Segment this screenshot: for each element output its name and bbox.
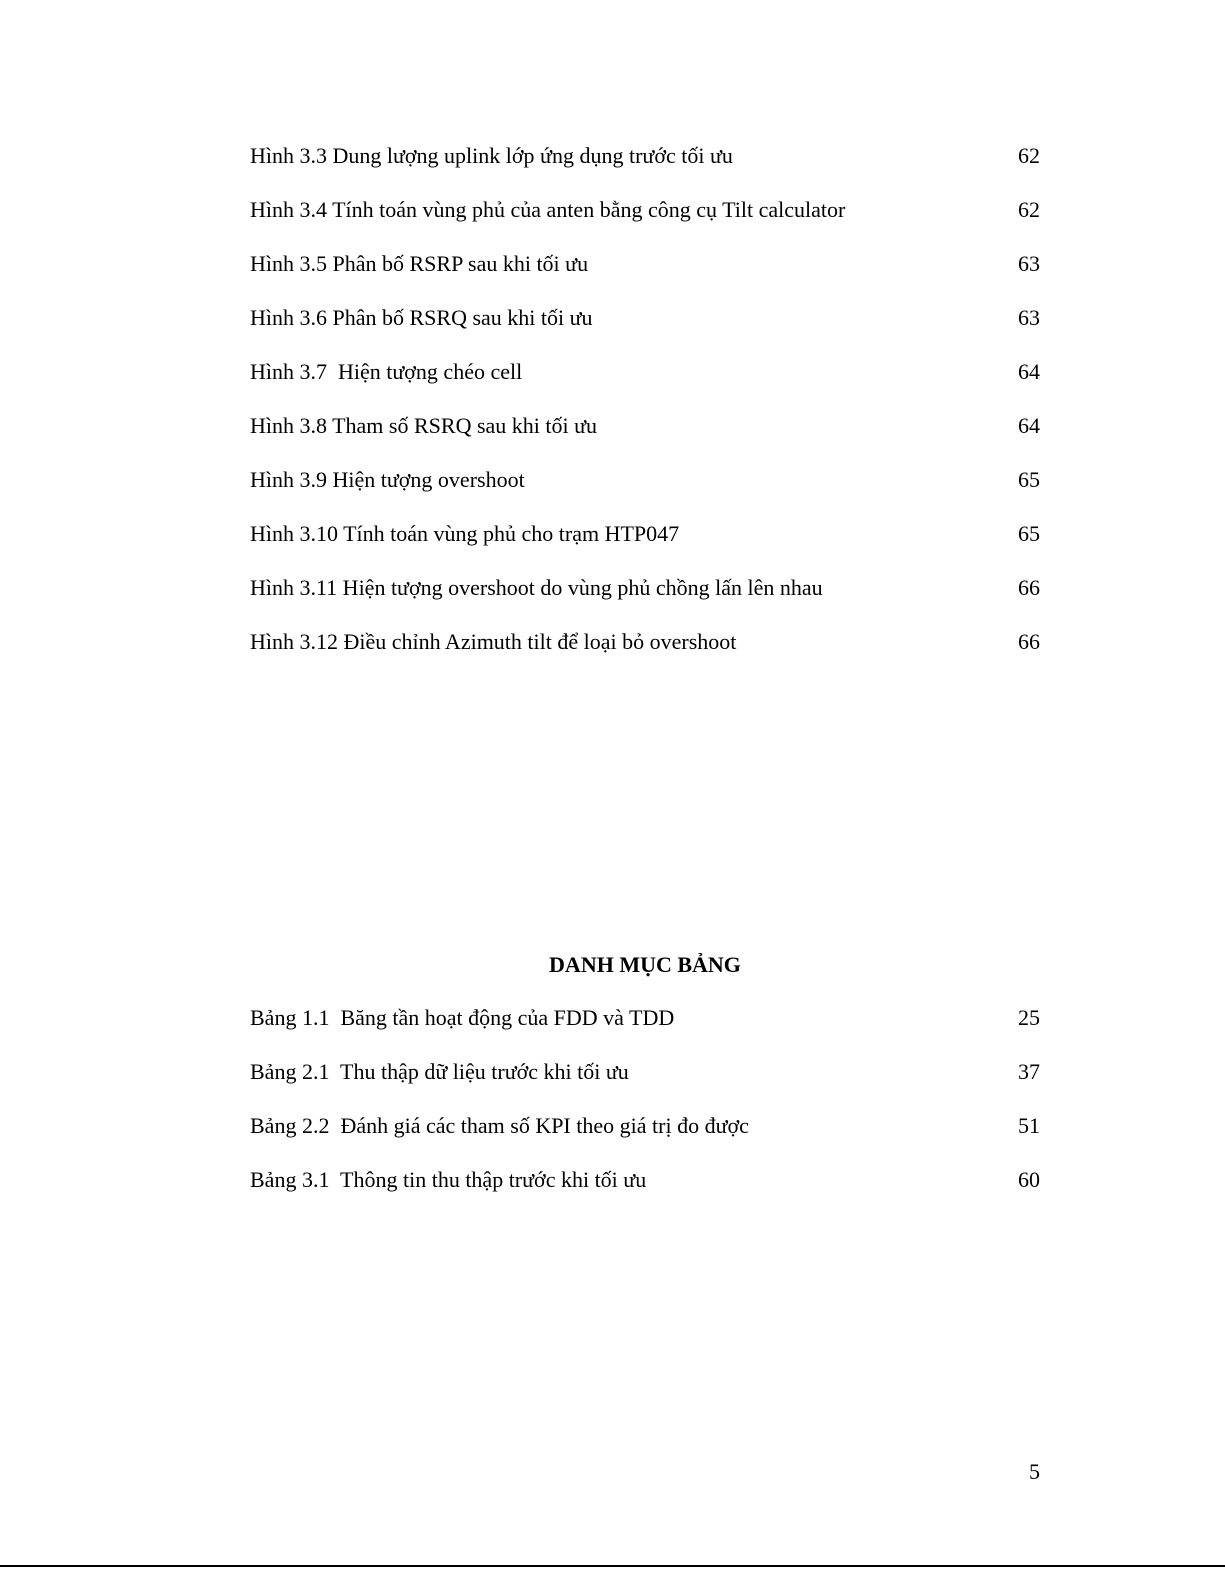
table-list <box>250 1000 1040 1216</box>
entry-page: 25 <box>1018 1005 1040 1030</box>
page-number: 5 <box>1029 1459 1040 1484</box>
entry-page: 63 <box>1018 305 1040 330</box>
tables-heading: DANH MỤC BẢNG <box>549 952 741 977</box>
entry-page: 65 <box>1018 467 1040 492</box>
entry-page: 66 <box>1018 575 1040 600</box>
figure-entry <box>250 516 1040 570</box>
entry-page: 37 <box>1018 1059 1040 1084</box>
entry-page: 62 <box>1018 197 1040 222</box>
figure-entry <box>250 462 1040 516</box>
entry-label: Hình 3.11 Hiện tượng overshoot do vùng phủ chồng lấn lên nhau <box>250 575 823 600</box>
table-entry <box>250 1162 1040 1216</box>
entry-label: Hình 3.5 Phân bố RSRP sau khi tối ưu <box>250 251 589 276</box>
figure-entry <box>250 246 1040 300</box>
entry-label: Hình 3.3 Dung lượng uplink lớp ứng dụng trước tối ưu <box>250 143 733 168</box>
entry-label: Hình 3.12 Điều chỉnh Azimuth tilt để loại bỏ overshoot <box>250 629 737 654</box>
entry-page: 64 <box>1018 359 1040 384</box>
figure-entry <box>250 570 1040 624</box>
entry-page: 64 <box>1018 413 1040 438</box>
entry-label: Hình 3.10 Tính toán vùng phủ cho trạm HTP047 <box>250 521 680 546</box>
table-entry <box>250 1000 1040 1054</box>
entry-label: Hình 3.4 Tính toán vùng phủ của anten bằng công cụ Tilt calculator <box>250 197 846 222</box>
figure-entry <box>250 300 1040 354</box>
bottom-rule <box>0 1565 1225 1567</box>
entry-page: 66 <box>1018 629 1040 654</box>
entry-page: 63 <box>1018 251 1040 276</box>
entry-label: Bảng 3.1 Thông tin thu thập trước khi tối ưu <box>250 1167 647 1192</box>
figure-entry <box>250 354 1040 408</box>
entry-label: Bảng 2.2 Đánh giá các tham số KPI theo giá trị đo được <box>250 1113 749 1138</box>
entry-page: 65 <box>1018 521 1040 546</box>
entry-page: 60 <box>1018 1167 1040 1192</box>
table-entry <box>250 1108 1040 1162</box>
figure-entry <box>250 624 1040 678</box>
entry-label: Bảng 1.1 Băng tần hoạt động của FDD và TDD <box>250 1005 675 1030</box>
entry-page: 51 <box>1018 1113 1040 1138</box>
entry-label: Hình 3.9 Hiện tượng overshoot <box>250 467 525 492</box>
figure-list <box>250 138 1040 678</box>
figure-entry <box>250 192 1040 246</box>
table-entry <box>250 1054 1040 1108</box>
entry-page: 62 <box>1018 143 1040 168</box>
entry-label: Bảng 2.1 Thu thập dữ liệu trước khi tối ưu <box>250 1059 629 1084</box>
entry-label: Hình 3.6 Phân bố RSRQ sau khi tối ưu <box>250 305 593 330</box>
entry-label: Hình 3.7 Hiện tượng chéo cell <box>250 359 523 384</box>
figure-entry <box>250 408 1040 462</box>
entry-label: Hình 3.8 Tham số RSRQ sau khi tối ưu <box>250 413 598 438</box>
figure-entry <box>250 138 1040 192</box>
